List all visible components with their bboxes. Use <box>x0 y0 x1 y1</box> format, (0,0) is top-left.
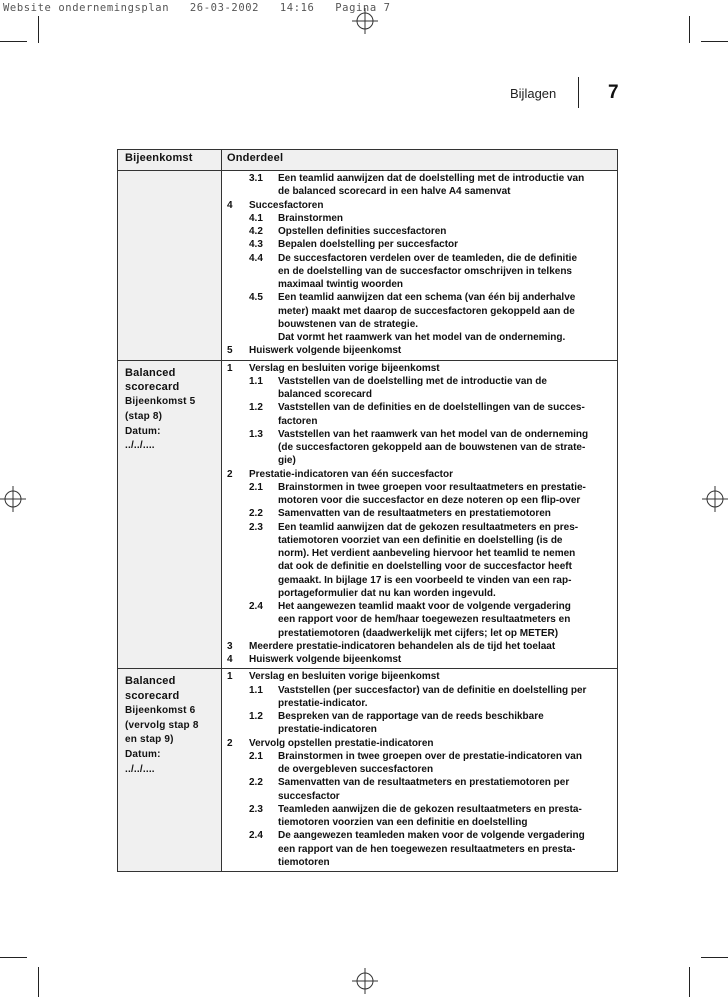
column-header-onderdeel: Onderdeel <box>227 152 284 164</box>
item-number: 1.1 <box>249 375 263 387</box>
agenda-line <box>222 723 617 736</box>
crop-mark <box>689 16 690 43</box>
agenda-line <box>222 225 617 238</box>
agenda-cell <box>222 360 618 669</box>
agenda-line <box>222 252 617 265</box>
header-divider <box>578 77 579 108</box>
item-text: Het aangewezen teamlid maakt voor de volgende vergadering <box>278 601 571 612</box>
agenda-list <box>222 361 617 669</box>
agenda-line <box>222 185 617 198</box>
item-text: Huiswerk volgende bijeenkomst <box>249 654 402 665</box>
item-number: 2.3 <box>249 803 263 815</box>
agenda-line <box>222 454 617 467</box>
item-text: Vaststellen (per succesfactor) van de definitie en doelstelling per <box>278 684 587 696</box>
table-row <box>118 669 618 872</box>
agenda-line <box>222 560 617 573</box>
agenda-line <box>222 574 617 587</box>
item-number: 1.1 <box>249 684 263 696</box>
agenda-line <box>222 494 617 507</box>
agenda-line <box>222 278 617 291</box>
agenda-line <box>222 829 617 842</box>
item-text: prestatie-indicatoren <box>278 724 377 736</box>
item-text: De succesfactoren verdelen over de teamleden, die de definitie <box>278 252 577 264</box>
agenda-list <box>222 669 617 871</box>
agenda-line <box>222 547 617 560</box>
item-text: een rapport voor de hem/haar toegewezen resultaatmeters en <box>278 614 571 626</box>
agenda-line <box>222 750 617 763</box>
item-number: 2.3 <box>249 521 263 533</box>
item-text: bouwstenen van de strategie. <box>278 318 419 330</box>
item-text: norm). Het verdient aanbeveling hiervoor het teamlid te nemen <box>278 548 576 559</box>
item-text: Een teamlid aanwijzen dat de doelstelling met de introductie van <box>278 173 585 184</box>
meeting-label-line: scorecard <box>125 690 180 703</box>
agenda-cell <box>222 669 618 872</box>
item-number: 2.4 <box>249 601 263 612</box>
agenda-line <box>222 401 617 414</box>
table-header-row <box>118 150 618 171</box>
table-row <box>118 171 618 361</box>
item-text: (de succesfactoren gekoppeld aan de bouwstenen van de strate- <box>278 442 586 453</box>
item-text: Bepalen doelstelling per succesfactor <box>278 239 459 251</box>
agenda-line <box>222 305 617 318</box>
agenda-line <box>222 265 617 278</box>
agenda-line <box>222 172 617 185</box>
item-number: 2.1 <box>249 481 263 493</box>
item-text: Vaststellen van de doelstelling met de introductie van de <box>278 375 547 387</box>
agenda-line <box>222 521 617 534</box>
column-header-cell <box>222 150 618 171</box>
item-number: 4.2 <box>249 226 263 237</box>
item-number: 1.3 <box>249 428 263 440</box>
registration-mark-icon <box>0 486 26 512</box>
meeting-label-line: (stap 8) <box>125 410 163 422</box>
agenda-line <box>222 613 617 626</box>
crop-mark <box>701 41 728 42</box>
item-text: motoren voor die succesfactor en deze noteren op een flip-over <box>278 495 581 506</box>
item-number: 1.2 <box>249 402 263 414</box>
registration-mark-icon <box>352 8 378 34</box>
item-number: 5 <box>227 345 233 357</box>
item-text: dat ook de definitie en doelstelling voor de succesfactor heeft <box>278 561 572 573</box>
meeting-label-line: ../../.... <box>125 440 155 452</box>
item-text: de overgebleven succesfactoren <box>278 764 434 775</box>
item-text: Opstellen definities succesfactoren <box>278 226 447 237</box>
item-text: tiemotoren <box>278 856 330 868</box>
agenda-line <box>222 481 617 494</box>
agenda-list <box>222 171 617 360</box>
agenda-line <box>222 375 617 388</box>
item-text: gemaakt. In bijlage 17 is een voorbeeld te vinden van een rap- <box>278 574 572 586</box>
item-number: 4.5 <box>249 292 263 304</box>
agenda-line <box>222 843 617 856</box>
item-text: balanced scorecard <box>278 389 372 400</box>
meeting-cell <box>118 171 222 361</box>
agenda-line <box>222 710 617 723</box>
meeting-label-line: Bijeenkomst 6 <box>125 704 196 716</box>
item-text: Brainstormen in twee groepen over de prestatie-indicatoren van <box>278 750 582 762</box>
item-text: Dat vormt het raamwerk van het model van de onderneming. <box>278 332 566 343</box>
column-header-bijeenkomst: Bijeenkomst <box>125 152 193 164</box>
item-text: en de doelstelling van de succesfactor omschrijven in telkens <box>278 265 572 277</box>
item-text: factoren <box>278 415 318 427</box>
item-text: Vaststellen van het raamwerk van het model van de onderneming <box>278 428 589 440</box>
meeting-cell <box>118 669 222 872</box>
agenda-line <box>222 199 617 212</box>
item-text: maximaal twintig woorden <box>278 279 404 290</box>
column-header-cell <box>118 150 222 171</box>
crop-mark <box>0 41 27 42</box>
agenda-line <box>222 534 617 547</box>
meeting-label-line: ../../.... <box>125 764 155 776</box>
item-number: 2 <box>227 468 233 480</box>
item-text: Brainstormen in twee groepen voor resultaatmeters en prestatie- <box>278 481 586 493</box>
meeting-label-line: Datum: <box>125 425 161 437</box>
agenda-line <box>222 627 617 640</box>
item-number: 1 <box>227 362 233 374</box>
meetings-table <box>117 149 618 872</box>
registration-mark-icon <box>352 968 378 994</box>
meeting-cell <box>118 360 222 669</box>
item-number: 4.4 <box>249 252 263 264</box>
agenda-line <box>222 344 617 357</box>
item-text: Brainstormen <box>278 212 344 224</box>
print-slug: Website ondernemingsplan 26-03-2002 14:16 Pagina 7 <box>3 2 391 14</box>
item-text: Verslag en besluiten vorige bijeenkomst <box>249 362 440 374</box>
registration-mark-icon <box>702 486 728 512</box>
meeting-label-line: Datum: <box>125 749 161 761</box>
agenda-line <box>222 763 617 776</box>
agenda-line <box>222 816 617 829</box>
item-number: 3.1 <box>249 173 263 184</box>
item-text: De aangewezen teamleden maken voor de volgende vergadering <box>278 830 585 842</box>
item-number: 2.1 <box>249 750 263 762</box>
item-number: 4 <box>227 654 233 665</box>
agenda-line <box>222 318 617 331</box>
agenda-line <box>222 600 617 613</box>
meeting-label-line: Bijeenkomst 5 <box>125 396 196 408</box>
agenda-line <box>222 803 617 816</box>
item-text: Succesfactoren <box>249 199 324 211</box>
item-number: 1.2 <box>249 711 263 722</box>
agenda-line <box>222 441 617 454</box>
agenda-line <box>222 428 617 441</box>
item-text: portageformulier dat nu kan worden ingevuld. <box>278 587 496 599</box>
crop-mark <box>38 16 39 43</box>
item-text: meter) maakt met daarop de succesfactoren gekoppeld aan de <box>278 305 575 317</box>
page-number: 7 <box>608 82 619 103</box>
agenda-line <box>222 856 617 869</box>
meeting-label-line: en stap 9) <box>125 734 174 746</box>
item-number: 2 <box>227 737 233 749</box>
agenda-line <box>222 415 617 428</box>
meeting-label-line: (vervolg stap 8 <box>125 719 199 731</box>
item-text: Huiswerk volgende bijeenkomst <box>249 345 402 357</box>
crop-mark <box>38 967 39 997</box>
meeting-label <box>118 361 221 455</box>
agenda-cell <box>222 171 618 361</box>
agenda-line <box>222 362 617 375</box>
item-text: Verslag en besluiten vorige bijeenkomst <box>249 671 440 683</box>
item-text: Bespreken van de rapportage van de reeds beschikbare <box>278 711 544 722</box>
item-text: Meerdere prestatie-indicatoren behandelen als de tijd het toelaat <box>249 640 556 652</box>
item-number: 2.2 <box>249 777 263 789</box>
item-number: 4 <box>227 199 233 211</box>
item-text: Prestatie-indicatoren van één succesfactor <box>249 468 453 480</box>
item-text: een rapport van de hen toegewezen resultaatmeters en presta- <box>278 843 576 855</box>
item-text: Samenvatten van de resultaatmeters en prestatiemotoren per <box>278 777 570 789</box>
agenda-line <box>222 468 617 481</box>
agenda-line <box>222 776 617 789</box>
agenda-line <box>222 587 617 600</box>
item-text: succesfactor <box>278 790 340 802</box>
agenda-line <box>222 697 617 710</box>
crop-mark <box>0 957 27 958</box>
item-number: 3 <box>227 640 233 652</box>
agenda-line <box>222 212 617 225</box>
agenda-line <box>222 238 617 251</box>
item-number: 4.3 <box>249 239 263 251</box>
agenda-line <box>222 331 617 344</box>
crop-mark <box>689 967 690 997</box>
item-text: tatiemotoren voorziet van een definitie en doelstelling (is de <box>278 534 563 546</box>
item-text: Een teamlid aanwijzen dat een schema (van één bij anderhalve <box>278 292 576 304</box>
agenda-line <box>222 291 617 304</box>
agenda-line <box>222 670 617 683</box>
item-number: 1 <box>227 671 233 683</box>
meeting-label-line: Balanced <box>125 366 176 379</box>
agenda-line <box>222 737 617 750</box>
item-text: Samenvatten van de resultaatmeters en prestatiemotoren <box>278 508 551 520</box>
item-number: 4.1 <box>249 212 263 224</box>
meeting-label <box>118 171 221 176</box>
item-text: prestatiemotoren (daadwerkelijk met cijfers; let op METER) <box>278 627 559 639</box>
table-row <box>118 360 618 669</box>
crop-mark <box>701 957 728 958</box>
item-text: Teamleden aanwijzen die de gekozen resultaatmeters en presta- <box>278 803 582 815</box>
item-number: 2.4 <box>249 830 263 842</box>
item-text: Vervolg opstellen prestatie-indicatoren <box>249 737 434 749</box>
agenda-line <box>222 790 617 803</box>
item-text: de balanced scorecard in een halve A4 samenvat <box>278 186 511 198</box>
item-text: Vaststellen van de definities en de doelstellingen van de succes- <box>278 402 585 414</box>
item-text: Een teamlid aanwijzen dat de gekozen resultaatmeters en pres- <box>278 521 579 533</box>
section-title: Bijlagen <box>510 86 557 101</box>
item-text: tiemotoren voorzien van een definitie en doelstelling <box>278 817 528 828</box>
item-text: prestatie-indicator. <box>278 697 368 709</box>
agenda-line <box>222 507 617 520</box>
meeting-label <box>118 669 221 778</box>
agenda-line <box>222 388 617 401</box>
item-number: 2.2 <box>249 508 263 520</box>
agenda-line <box>222 640 617 653</box>
item-text: gie) <box>278 455 296 467</box>
agenda-line <box>222 653 617 666</box>
meeting-label-line: Balanced <box>125 675 176 688</box>
agenda-line <box>222 684 617 697</box>
meeting-label-line: scorecard <box>125 381 180 394</box>
